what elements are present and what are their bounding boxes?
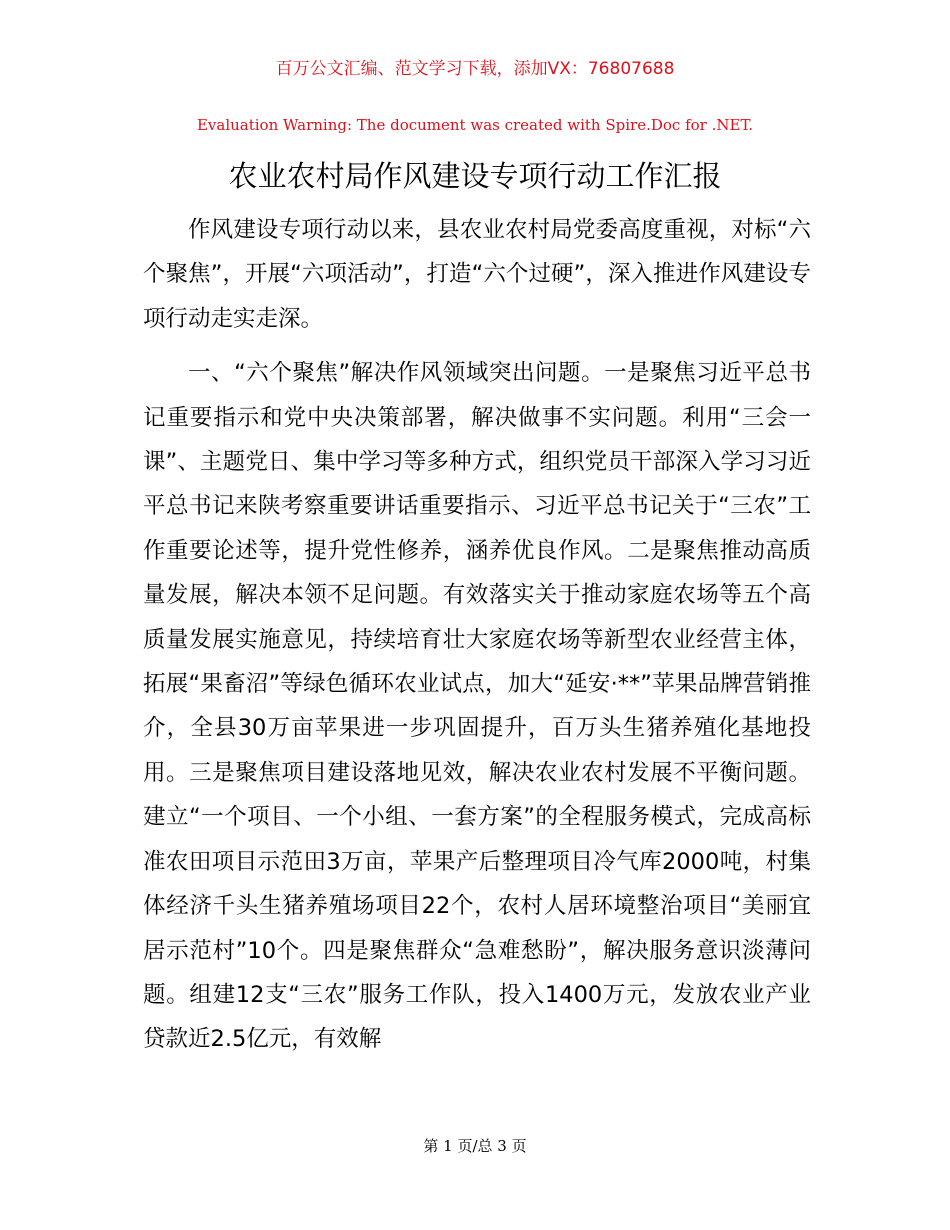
document-body bbox=[143, 208, 811, 1062]
document-title: 农业农村局作风建设专项行动工作汇报 bbox=[228, 159, 722, 193]
page-number: 第 1 页/总 3 页 bbox=[423, 1137, 527, 1155]
paragraph-intro: 作风建设专项行动以来，县农业农村局党委高度重视，对标“六个聚焦”，开展“六项活动”，打造“六个过硬”，深入推进作风建设专项行动走实走深。 bbox=[143, 217, 811, 332]
header-banner: 百万公文汇编、范文学习下载，添加VX：76807688 bbox=[275, 59, 675, 79]
evaluation-warning: Evaluation Warning: The document was created with Spire.Doc for .NET. bbox=[196, 116, 754, 134]
paragraph-section-one: 一、“六个聚焦”解决作风领域突出问题。一是聚焦习近平总书记重要指示和党中央决策部署，解决做事不实问题。利用“三会一课”、主题党日、集中学习等多种方式，组织党员干部深入学习习近平总书记来陕考察重要讲话重要指示、习近平总书记关于“三农”工作重要论述等，提升党性修养，涵养优良作风。二是聚焦推动高质量发展，解决本领不足问题。有效落实关于推动家庭农场等五个高质量发展实施意见，持续培育壮大家庭农场等新型农业经营主体，拓展“果畜沼”等绿色循环农业试点，加大“延安·**”苹果品牌营销推介，全县30万亩苹果进一步巩固提升，百万头生猪养殖化基地投用。三是聚焦项目建设落地见效，解决农业农村发展不平衡问题。建立“一个项目、一个小组、一套方案”的全程服务模式，完成高标准农田项目示范田3万亩，苹果产后整理项目冷气库2000吨，村集体经济千头生猪养殖场项目22个，农村人居环境整治项目“美丽宜居示范村”10个。四是聚焦群众“急难愁盼”，解决服务意识淡薄问题。组建12支“三农”服务工作队，投入1400万元，发放农业产业贷款近2.5亿元，有效解 bbox=[143, 360, 811, 1053]
